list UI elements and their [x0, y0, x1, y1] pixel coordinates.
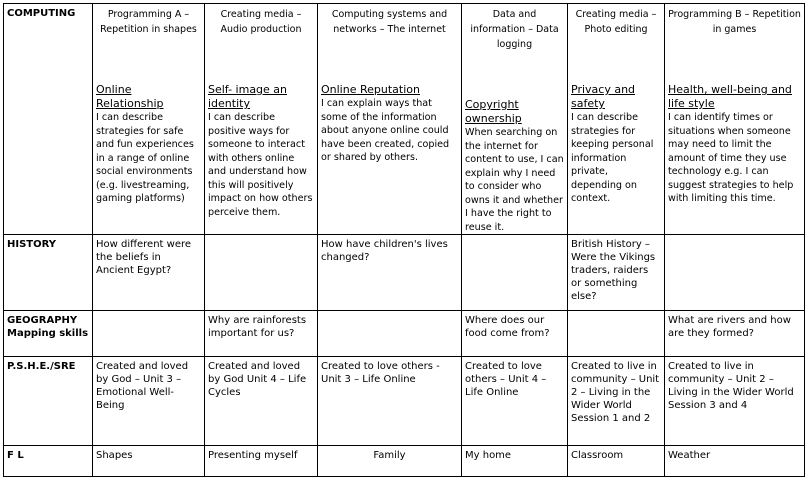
computing-topic-6: Health, well-being and life style: [668, 83, 792, 110]
fl-cell-4: My home: [462, 446, 568, 477]
geography-cell-6: What are rivers and how are they formed?: [665, 311, 805, 357]
computing-desc-5: I can describe strategies for keeping personal information private, depending on context.: [571, 112, 654, 204]
pshe-cell-3: Created to love others - Unit 3 – Life Online: [318, 357, 462, 446]
geography-cell-4: Where does our food come from?: [462, 311, 568, 357]
history-cell-3: How have children's lives changed?: [318, 235, 462, 311]
fl-cell-1: Shapes: [93, 446, 205, 477]
computing-topic-4: Copyright ownership: [465, 98, 522, 125]
computing-cell-5: [568, 4, 665, 235]
subject-fl: F L: [4, 446, 93, 477]
geography-row: [4, 311, 805, 357]
fl-cell-5: Classroom: [568, 446, 665, 477]
fl-cell-3: Family: [318, 446, 462, 477]
computing-desc-1: I can describe strategies for safe and fun experiences in a range of online social environments (e.g. livestreaming, gaming platforms): [96, 112, 194, 204]
computing-cell-4: [462, 4, 568, 235]
subject-computing: COMPUTING: [4, 4, 93, 235]
computing-header-3: Computing systems and networks – The internet: [331, 9, 448, 35]
computing-topic-3: Online Reputation: [321, 83, 420, 96]
computing-header-6: Programming B – Repetition in games: [668, 9, 801, 35]
fl-cell-6: Weather: [665, 446, 805, 477]
computing-row: [4, 4, 805, 235]
curriculum-table: [3, 3, 805, 477]
fl-row: [4, 446, 805, 477]
pshe-cell-2: Created and loved by God Unit 4 – Life Cycles: [205, 357, 318, 446]
computing-desc-4: When searching on the internet for content to use, I can explain why I need to consider who owns it and whether I have the right to reuse it.: [465, 127, 564, 233]
geography-cell-2: Why are rainforests important for us?: [205, 311, 318, 357]
history-cell-4: [462, 235, 568, 311]
computing-header-1: Programming A – Repetition in shapes: [100, 9, 197, 35]
computing-header-2: Creating media – Audio production: [220, 9, 302, 35]
history-cell-1: How different were the beliefs in Ancient Egypt?: [93, 235, 205, 311]
computing-cell-3: [318, 4, 462, 235]
history-cell-5: British History – Were the Vikings traders, raiders or something else?: [568, 235, 665, 311]
history-cell-6: [665, 235, 805, 311]
computing-desc-6: I can identify times or situations when someone may need to limit the amount of time they use technology e.g. I can suggest strategies to help with limiting this time.: [668, 112, 794, 204]
subject-geography: GEOGRAPHY Mapping skills: [4, 311, 93, 357]
subject-pshe: P.S.H.E./SRE: [4, 357, 93, 446]
computing-cell-6: [665, 4, 805, 235]
fl-cell-2: Presenting myself: [205, 446, 318, 477]
pshe-cell-6: Created to live in community – Unit 2 – Living in the Wider World Session 3 and 4: [665, 357, 805, 446]
subject-history: HISTORY: [4, 235, 93, 311]
computing-topic-5: Privacy and safety: [571, 83, 636, 110]
computing-desc-2: I can describe positive ways for someone to interact with others online and understand how this will positively impact on how others perceive them.: [208, 112, 313, 218]
computing-desc-3: I can explain ways that some of the information about anyone online could have been created, copied or shared by others.: [321, 98, 450, 163]
pshe-cell-5: Created to live in community – Unit 2 – Living in the Wider World Session 1 and 2: [568, 357, 665, 446]
computing-header-5: Creating media – Photo editing: [575, 9, 657, 35]
history-row: [4, 235, 805, 311]
geography-cell-3: [318, 311, 462, 357]
computing-topic-1: Online Relationship: [96, 83, 164, 110]
pshe-cell-1: Created and loved by God – Unit 3 – Emotional Well-Being: [93, 357, 205, 446]
pshe-cell-4: Created to love others – Unit 4 – Life Online: [462, 357, 568, 446]
computing-cell-1: [93, 4, 205, 235]
computing-header-4: Data and information – Data logging: [470, 9, 559, 50]
computing-cell-2: [205, 4, 318, 235]
geography-cell-1: [93, 311, 205, 357]
history-cell-2: [205, 235, 318, 311]
computing-topic-2: Self- image an identity: [208, 83, 288, 110]
pshe-row: [4, 357, 805, 446]
geography-cell-5: [568, 311, 665, 357]
